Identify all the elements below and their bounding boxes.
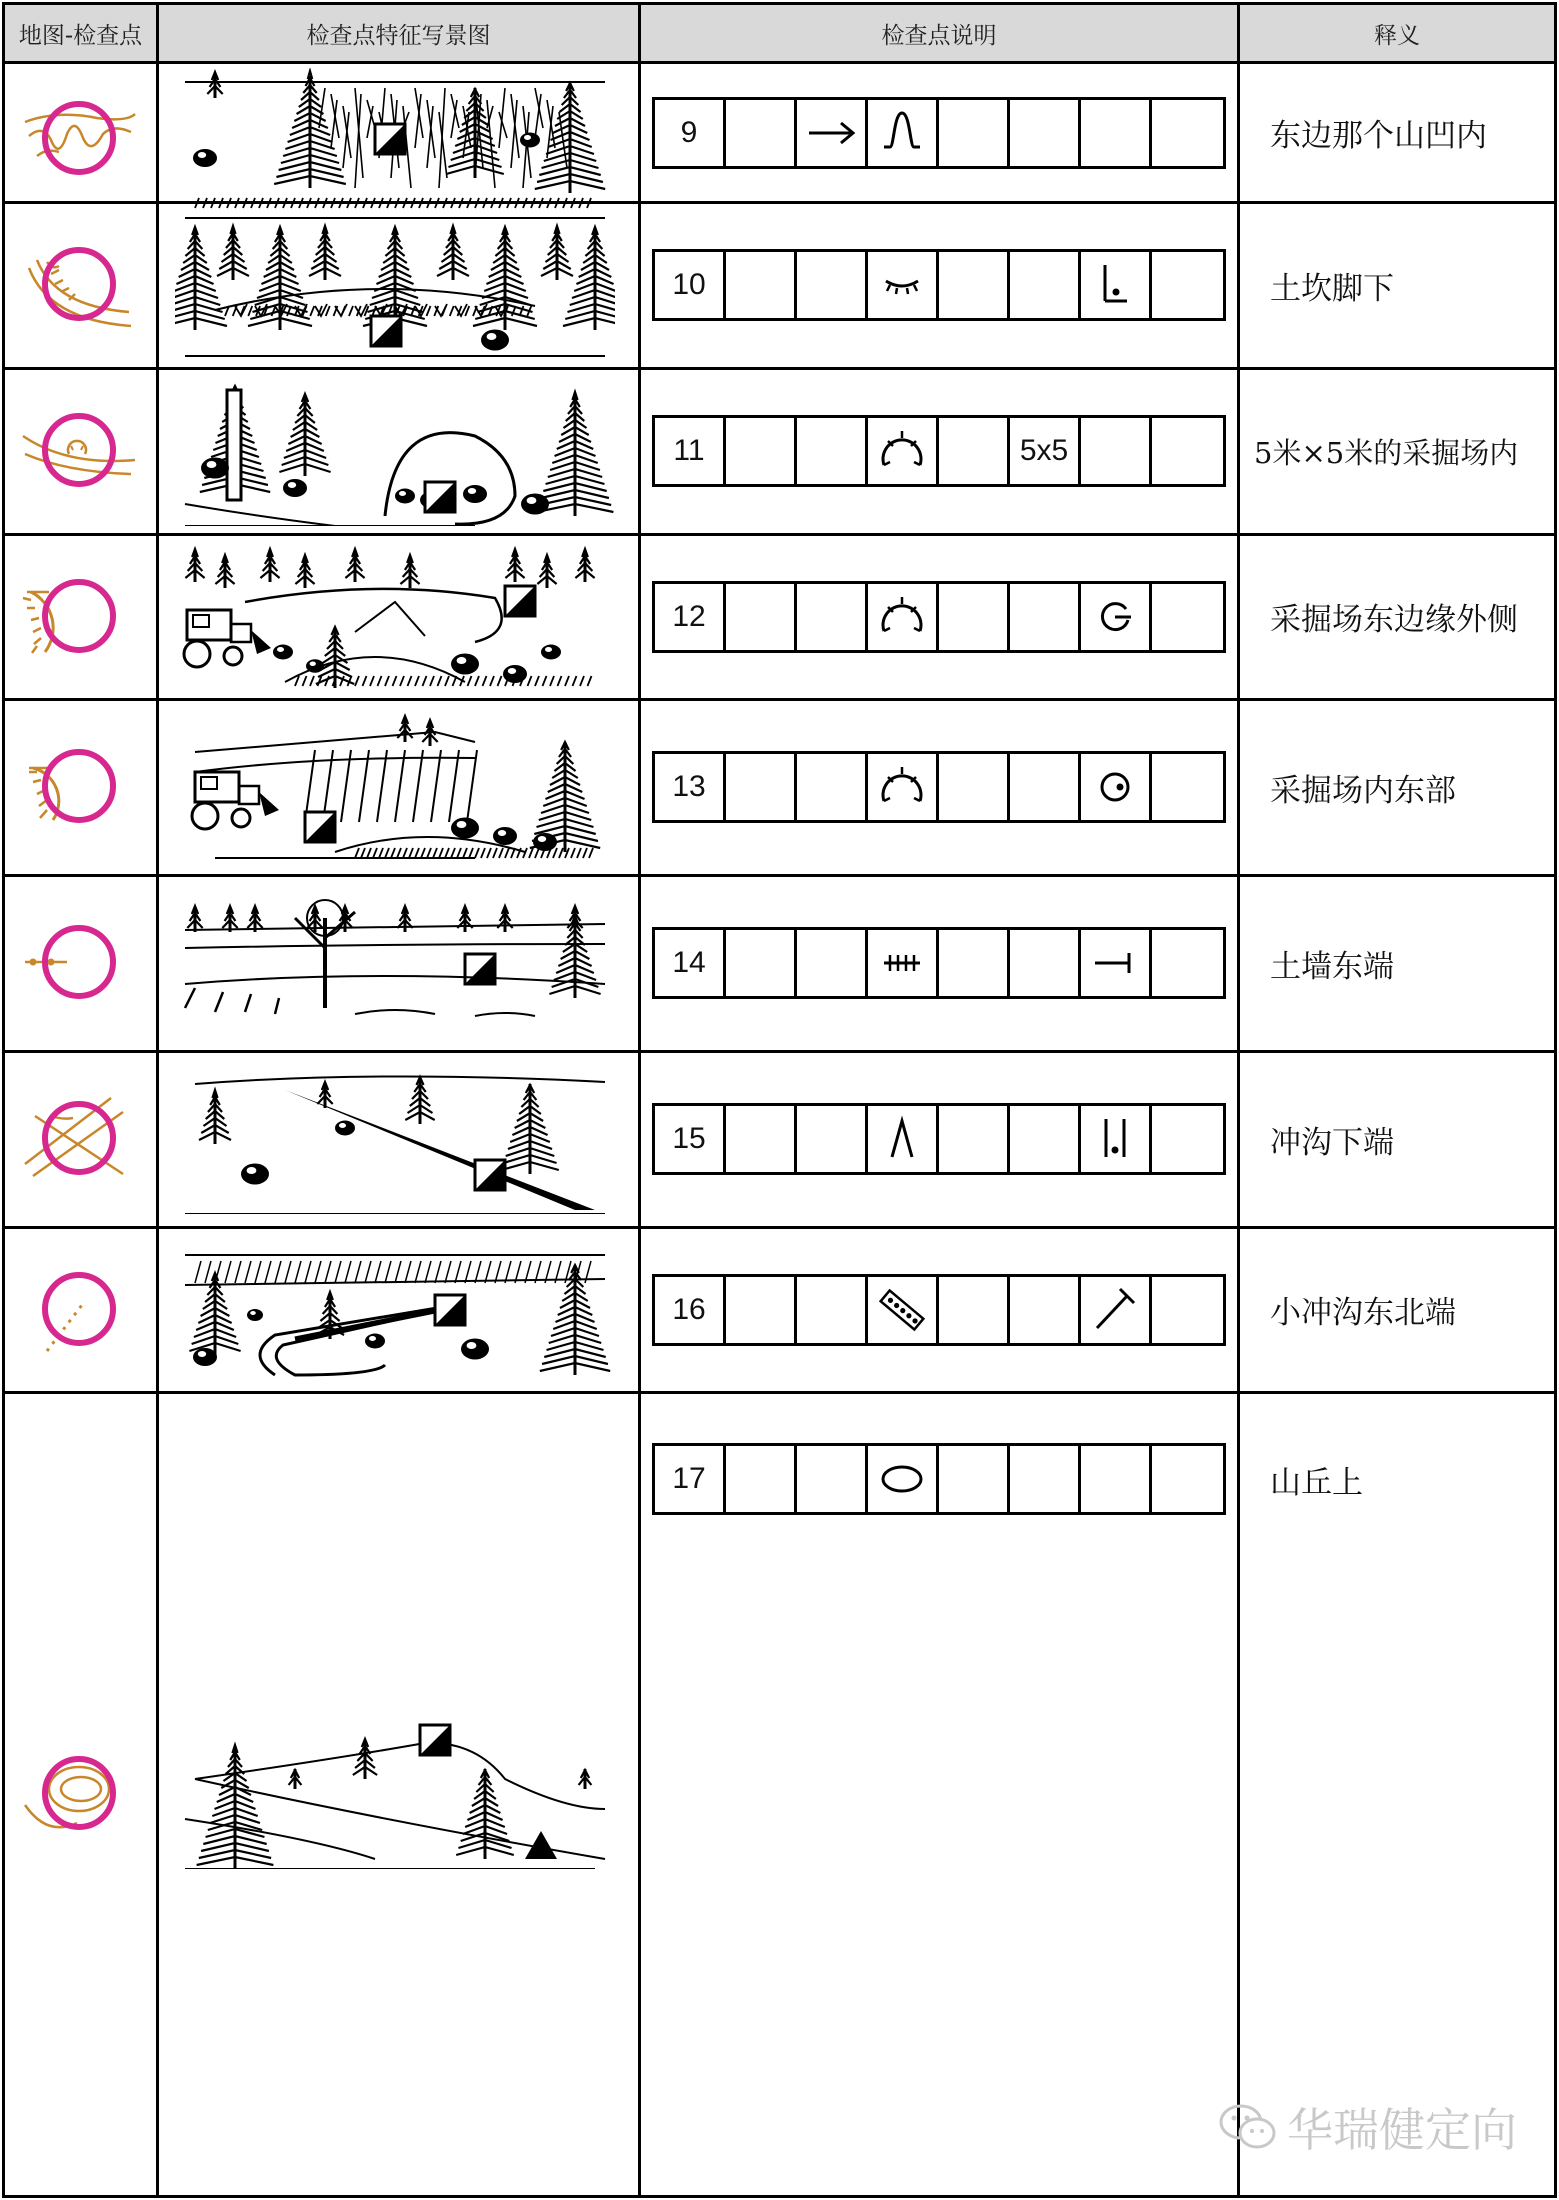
- earth-bank-icon: [868, 252, 939, 318]
- control-description-cell: [641, 203, 1237, 367]
- scene-sketch: [175, 376, 615, 526]
- control-map-thumbnail: [7, 712, 155, 862]
- symbol-box-row: [652, 415, 1226, 487]
- scene-sketch-cell: [175, 1719, 615, 1869]
- control-map-thumbnail: [7, 1719, 155, 1869]
- control-number: 16: [655, 1277, 726, 1343]
- foot-icon: [1081, 252, 1152, 318]
- dimension-box: [1010, 584, 1081, 650]
- scene-sketch-cell: [175, 1064, 615, 1214]
- inside-east-part-icon: [1081, 754, 1152, 820]
- scene-sketch: [175, 68, 615, 218]
- map-control-cell: [7, 712, 155, 862]
- dimension-box: [1010, 930, 1081, 996]
- control-description-cell: [641, 876, 1237, 1050]
- scene-sketch: [175, 542, 615, 692]
- re-entrant-icon: [868, 100, 939, 166]
- scene-sketch-cell: [175, 542, 615, 692]
- empty-box: [1081, 100, 1152, 166]
- control-description-cell: [641, 369, 1237, 533]
- empty-box: [726, 418, 797, 484]
- scene-sketch: [175, 1719, 615, 1869]
- earth-wall-icon: [868, 930, 939, 996]
- pit-icon: [868, 418, 939, 484]
- erosion-gully-icon: [868, 1106, 939, 1172]
- empty-box: [1152, 1446, 1223, 1512]
- control-map-thumbnail: [7, 888, 155, 1038]
- map-control-cell: [7, 888, 155, 1038]
- control-number: 13: [655, 754, 726, 820]
- control-number: 12: [655, 584, 726, 650]
- symbol-box-row: [652, 1443, 1226, 1515]
- empty-box: [1152, 418, 1223, 484]
- symbol-box-row: [652, 751, 1226, 823]
- empty-box: [939, 252, 1010, 318]
- meaning-text: 东边那个山凹内: [1270, 118, 1487, 154]
- control-description-cell: [641, 1228, 1237, 1391]
- dimension-box: [1010, 754, 1081, 820]
- watermark: [1219, 2094, 1517, 2160]
- pit-icon: [868, 584, 939, 650]
- empty-box: [797, 252, 868, 318]
- control-number: 15: [655, 1106, 726, 1172]
- column-divider: [156, 5, 159, 2195]
- empty-box: [797, 584, 868, 650]
- empty-box: [1152, 754, 1223, 820]
- map-control-cell: [7, 1719, 155, 1869]
- dimension-box: 5x5: [1010, 418, 1081, 484]
- scene-sketch: [175, 1235, 615, 1385]
- empty-box: [1152, 1106, 1223, 1172]
- knoll-icon: [868, 1446, 939, 1512]
- meaning-text: 土坎脚下: [1270, 270, 1394, 307]
- control-map-thumbnail: [7, 376, 155, 526]
- symbol-box-row: [652, 927, 1226, 999]
- control-description-cell: [641, 535, 1237, 698]
- control-map-thumbnail: [7, 1064, 155, 1214]
- scene-sketch: [175, 210, 615, 360]
- lower-end-icon: [1081, 1106, 1152, 1172]
- symbol-box-row: [652, 1103, 1226, 1175]
- map-control-cell: [7, 1064, 155, 1214]
- empty-box: [726, 1277, 797, 1343]
- empty-box: [797, 1277, 868, 1343]
- empty-box: [726, 100, 797, 166]
- meaning-text: 土墙东端: [1270, 948, 1394, 985]
- meaning-text: 采掘场内东部: [1270, 772, 1456, 809]
- control-number: 11: [655, 418, 726, 484]
- empty-box: [1152, 1277, 1223, 1343]
- empty-box: [1081, 1446, 1152, 1512]
- empty-box: [939, 754, 1010, 820]
- meaning-text: 5米×5米的采掘场内: [1254, 435, 1519, 470]
- scene-sketch: [175, 712, 615, 862]
- empty-box: [939, 100, 1010, 166]
- meaning-text: 山丘上: [1270, 1464, 1363, 1501]
- symbol-box-row: [652, 581, 1226, 653]
- empty-box: [797, 1446, 868, 1512]
- empty-box: [939, 1106, 1010, 1172]
- empty-box: [797, 418, 868, 484]
- empty-box: [939, 418, 1010, 484]
- empty-box: [797, 1106, 868, 1172]
- empty-box: [1081, 418, 1152, 484]
- map-control-cell: [7, 1235, 155, 1385]
- empty-box: [939, 584, 1010, 650]
- empty-box: [1152, 584, 1223, 650]
- small-gully-icon: [868, 1277, 939, 1343]
- control-number: 17: [655, 1446, 726, 1512]
- symbol-box-row: [652, 97, 1226, 169]
- control-map-thumbnail: [7, 1235, 155, 1385]
- control-map-thumbnail: [7, 210, 155, 360]
- map-control-cell: [7, 376, 155, 526]
- control-description-cell: [641, 1052, 1237, 1226]
- control-map-thumbnail: [7, 64, 155, 214]
- meaning-text: 小冲沟东北端: [1270, 1295, 1456, 1331]
- map-control-cell: [7, 542, 155, 692]
- symbol-box-row: [652, 1274, 1226, 1346]
- empty-box: [1152, 930, 1223, 996]
- control-description-cell: [641, 64, 1237, 201]
- scene-sketch: [175, 888, 615, 1038]
- pit-icon: [868, 754, 939, 820]
- scene-sketch-cell: [175, 1235, 615, 1385]
- dimension-box: [1010, 1277, 1081, 1343]
- dimension-box: [1010, 100, 1081, 166]
- meaning-text: 采掘场东边缘外侧: [1270, 602, 1518, 638]
- control-description-cell: [641, 1393, 1237, 1565]
- symbol-box-row: [652, 249, 1226, 321]
- control-description-cell: [641, 700, 1237, 874]
- header-description: 检查点说明: [641, 5, 1237, 64]
- dimension-box: [1010, 252, 1081, 318]
- scene-sketch-cell: [175, 888, 615, 1038]
- scene-sketch-cell: [175, 376, 615, 526]
- empty-box: [797, 754, 868, 820]
- scene-sketch-cell: [175, 712, 615, 862]
- empty-box: [1152, 100, 1223, 166]
- empty-box: [726, 930, 797, 996]
- outside-east-edge-icon: [1081, 584, 1152, 650]
- control-description-table: [2, 2, 1557, 2198]
- empty-box: [1152, 252, 1223, 318]
- dimension-box: [1010, 1106, 1081, 1172]
- end-icon: [1081, 930, 1152, 996]
- northeast-end-icon: [1081, 1277, 1152, 1343]
- control-number: 14: [655, 930, 726, 996]
- watermark-text: 华瑞健定向: [1287, 2103, 1517, 2157]
- scene-sketch: [175, 1064, 615, 1214]
- scene-sketch-cell: [175, 210, 615, 360]
- control-number: 9: [655, 100, 726, 166]
- meaning-text: 冲沟下端: [1270, 1124, 1394, 1161]
- dimension-box: [1010, 1446, 1081, 1512]
- empty-box: [797, 930, 868, 996]
- scene-sketch-cell: [175, 68, 615, 218]
- empty-box: [939, 930, 1010, 996]
- empty-box: [726, 1106, 797, 1172]
- header-meaning: 释义: [1240, 5, 1554, 64]
- map-control-cell: [7, 210, 155, 360]
- map-control-cell: [7, 64, 155, 214]
- empty-box: [726, 754, 797, 820]
- header-map-control: 地图-检查点: [5, 5, 156, 64]
- empty-box: [726, 1446, 797, 1512]
- control-number: 10: [655, 252, 726, 318]
- wechat-icon: [1219, 2104, 1277, 2150]
- empty-box: [726, 584, 797, 650]
- empty-box: [939, 1446, 1010, 1512]
- east-arrow-icon: [797, 100, 868, 166]
- header-scene-sketch: 检查点特征写景图: [159, 5, 638, 64]
- empty-box: [939, 1277, 1010, 1343]
- empty-box: [726, 252, 797, 318]
- control-map-thumbnail: [7, 542, 155, 692]
